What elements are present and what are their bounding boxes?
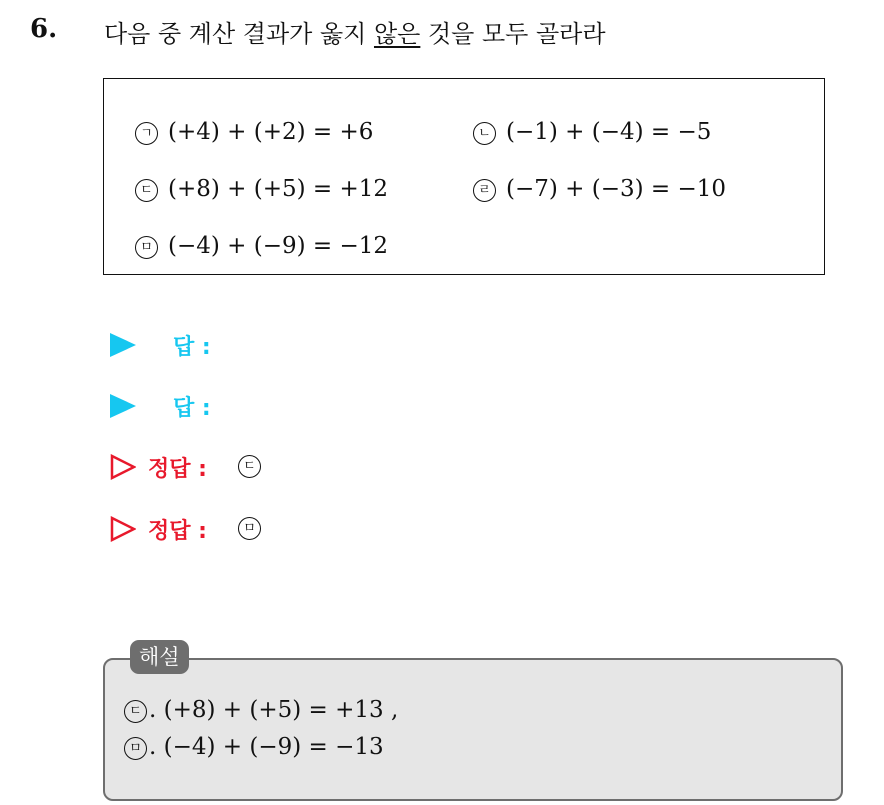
question-text [104, 14, 606, 49]
choice-item [473, 176, 726, 202]
choice-mark-icon: ㄷ [135, 179, 158, 202]
question-number: 6. [30, 14, 58, 44]
answer-label: 답 : [173, 396, 211, 421]
correct-answer-label: 정답 : [148, 519, 207, 544]
choice-expression: (+8) + (+5) = +12 [168, 176, 389, 202]
choice-mark-icon: ㄹ [473, 179, 496, 202]
explanation-mark-icon: ㅁ [124, 737, 147, 760]
choice-item [135, 176, 388, 202]
explanation-mark-icon: ㄷ [124, 700, 147, 723]
choices-box [103, 78, 825, 275]
choice-expression: (−4) + (−9) = −12 [168, 233, 389, 259]
choice-item [473, 119, 711, 145]
explanation-box [103, 658, 843, 801]
explanation-line [124, 734, 384, 760]
explanation-line [124, 697, 398, 723]
choice-expression: (−1) + (−4) = −5 [506, 119, 712, 145]
explanation-text: . (−4) + (−9) = −13 [149, 734, 384, 760]
question-text-before: 다음 중 계산 결과가 옳지 [104, 20, 374, 48]
explanation-text: . (+8) + (+5) = +13 , [149, 697, 399, 723]
correct-arrow-icon [110, 516, 136, 542]
correct-answer-label: 정답 : [148, 457, 207, 482]
choice-item [135, 119, 373, 145]
choice-mark-icon: ㄴ [473, 122, 496, 145]
choice-expression: (−7) + (−3) = −10 [506, 176, 727, 202]
answer-arrow-icon [110, 333, 136, 357]
choice-item [135, 233, 388, 259]
correct-arrow-icon [110, 454, 136, 480]
question-text-after: 것을 모두 골라라 [420, 20, 606, 48]
choice-mark-icon: ㅁ [135, 236, 158, 259]
correct-answer-mark-icon: ㄷ [238, 455, 261, 478]
correct-answer-mark-icon: ㅁ [238, 517, 261, 540]
choice-expression: (+4) + (+2) = +6 [168, 119, 374, 145]
answer-label: 답 : [173, 335, 211, 360]
choice-mark-icon: ㄱ [135, 122, 158, 145]
question-text-underlined: 않은 [373, 20, 421, 48]
explanation-tag: 해설 [130, 640, 189, 674]
answer-arrow-icon [110, 394, 136, 418]
